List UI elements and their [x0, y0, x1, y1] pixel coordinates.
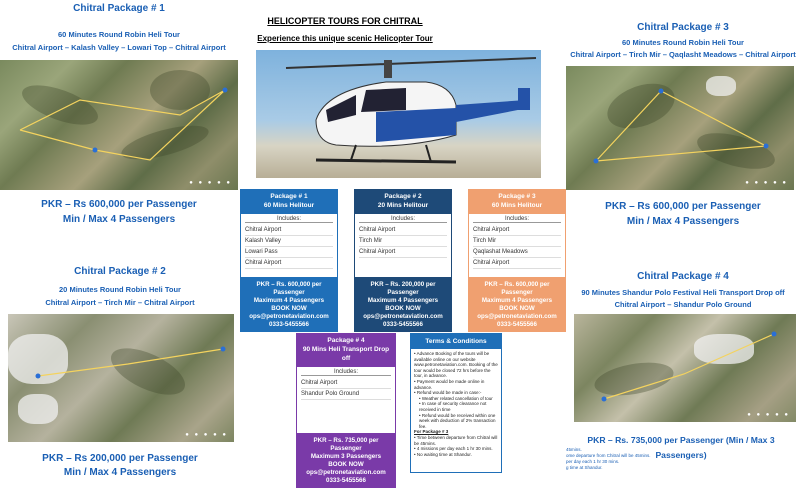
package-card-1[interactable]	[240, 189, 338, 332]
pkg3-duration: 60 Minutes Round Robin Heli Tour	[622, 38, 744, 47]
card1-phone[interactable]: 0333-5455566	[269, 321, 309, 328]
card4-email-link[interactable]: ops@petronetaviation.com	[306, 469, 386, 476]
terms-sub-heading: For Package # 3	[414, 429, 449, 435]
terms-subitem: • Refund would be received within one week with deduction of 2% transaction fee.	[419, 412, 496, 429]
card1-duration: 60 Mins Helitour	[263, 202, 315, 209]
pkg3-price: PKR – Rs 600,000 per Passenger	[605, 201, 761, 212]
helicopter-illustration	[256, 50, 541, 178]
card2-include-item: Chitral Airport	[359, 247, 447, 258]
card1-email-link[interactable]: ops@petronetaviation.com	[249, 313, 329, 320]
card1-include-item: Chitral Airport	[245, 225, 333, 236]
card1-include-item: Chitral Airport	[245, 258, 333, 269]
card4-book-now[interactable]: BOOK NOW	[328, 461, 364, 468]
pkg2-route: Chitral Airport – Tirch Mir – Chitral Airport	[45, 298, 195, 307]
pkg3-title: Chitral Package # 3	[637, 22, 729, 33]
terms-subitem: • In case of security clearance not received in time	[419, 401, 487, 412]
card2-book-now[interactable]: BOOK NOW	[385, 305, 421, 312]
card3-includes-label: Includes:	[473, 216, 561, 223]
card3-include-item: Tirch Mir	[473, 236, 561, 247]
card4-max: Maximum 3 Passengers	[310, 453, 382, 460]
terms-item: • Advance Booking of the tours will be available online on our website www.petronetaviation.com. Booking of the tour would be closed 72 hrs before the tour, in advance.	[414, 351, 498, 379]
card1-include-item: Kalash Valley	[245, 236, 333, 247]
pkg2-price: PKR – Rs 200,000 per Passenger	[42, 453, 198, 464]
card4-price: PKR – Rs. 735,000 per	[313, 437, 379, 444]
pkg1-route-map[interactable]	[0, 60, 238, 190]
pkg4-notes	[566, 447, 800, 471]
terms-pkg3-item: • Time between departure from Chitral will be 45mins.	[414, 434, 498, 446]
pkg2-route-map[interactable]	[8, 314, 234, 442]
card3-include-item: Chitral Airport	[473, 258, 561, 269]
card3-phone[interactable]: 0333-5455566	[497, 321, 537, 328]
card3-name: Package # 3	[498, 193, 536, 200]
terms-box	[410, 333, 502, 473]
page-title: HELICOPTER TOURS FOR CHITRAL	[267, 16, 423, 26]
card2-name: Package # 2	[384, 193, 422, 200]
card2-phone[interactable]: 0333-5455566	[383, 321, 423, 328]
pkg2-duration: 20 Minutes Round Robin Heli Tour	[59, 285, 181, 294]
pkg4-duration: 90 Minutes Shandur Polo Festival Heli Transport Drop off	[581, 288, 785, 297]
pkg1-duration: 60 Minutes Round Robin Heli Tour	[58, 30, 180, 39]
helicopter-photo	[256, 50, 541, 178]
card2-include-item: Chitral Airport	[359, 225, 447, 236]
pkg4-note: ome departure from Chitral will be 45mins.	[566, 453, 651, 458]
pkg4-title: Chitral Package # 4	[637, 271, 729, 282]
card1-max: Maximum 4 Passengers	[253, 297, 325, 304]
card4-phone[interactable]: 0333-5455566	[326, 477, 366, 484]
pkg4-note: g time at Shandur.	[566, 465, 603, 470]
card3-include-item: Chitral Airport	[473, 225, 561, 236]
card2-email-link[interactable]: ops@petronetaviation.com	[363, 313, 443, 320]
pkg2-map-controls[interactable]: ● ● ● ● ●	[185, 432, 228, 438]
pkg3-passengers: Min / Max 4 Passengers	[626, 216, 740, 227]
card3-max: Maximum 4 Passengers	[481, 297, 553, 304]
pkg4-route-line	[574, 314, 796, 422]
card3-book-now[interactable]: BOOK NOW	[499, 305, 535, 312]
pkg1-price: PKR – Rs 600,000 per Passenger	[41, 199, 197, 210]
card2-price: PKR – Rs. 200,000 per	[370, 281, 436, 288]
card3-email-link[interactable]: ops@petronetaviation.com	[477, 313, 557, 320]
card1-include-item: Lowari Pass	[245, 247, 333, 258]
card3-price-unit: Passenger	[501, 289, 533, 296]
card2-include-item: Tirch Mir	[359, 236, 447, 247]
card2-price-unit: Passenger	[387, 289, 419, 296]
card3-duration: 60 Mins Helitour	[491, 202, 543, 209]
pkg3-route: Chitral Airport – Tirch Mir – Qaqlasht Meadows – Chitral Airport	[570, 50, 796, 59]
pkg4-note: per day each 1 hr 30 mins.	[566, 459, 620, 464]
package-card-3[interactable]	[468, 189, 566, 332]
pkg1-route: Chitral Airport – Kalash Valley – Lowari Top – Chitral Airport	[12, 43, 226, 52]
pkg3-route-map[interactable]	[566, 66, 794, 190]
pkg3-route-line	[566, 66, 794, 190]
card1-name: Package # 1	[270, 193, 308, 200]
card4-includes-label: Includes:	[301, 369, 391, 376]
terms-pkg3-item: • No waiting time at Shandur.	[414, 451, 472, 457]
pkg4-route: Chitral Airport – Shandur Polo Ground	[614, 300, 752, 309]
pkg4-price: PKR – Rs. 735,000 per Passenger (Min / Max 3 Passengers)	[587, 435, 775, 460]
card4-price-unit: Passenger	[330, 445, 362, 452]
terms-item: • Payment would be made online in advance.	[414, 378, 485, 390]
card2-max: Maximum 4 Passengers	[367, 297, 439, 304]
card4-include-item: Shandur Polo Ground	[301, 389, 391, 400]
terms-item: • Refund would be made in case:-	[414, 390, 482, 396]
pkg2-passengers: Min / Max 4 Passengers	[63, 467, 177, 478]
pkg1-title: Chitral Package # 1	[73, 3, 165, 14]
card4-name: Package # 4	[327, 337, 365, 344]
package-card-4[interactable]	[296, 333, 396, 488]
terms-subitem: • Weather related cancellation of tour	[419, 395, 493, 401]
pkg4-note: 45mins.	[566, 447, 582, 452]
pkg1-passengers: Min / Max 4 Passengers	[62, 214, 176, 225]
card2-includes-label: Includes:	[359, 216, 447, 223]
pkg1-map-controls[interactable]: ● ● ● ● ●	[189, 180, 232, 186]
card1-price-unit: Passenger	[273, 289, 305, 296]
card3-price: PKR – Rs. 600,000 per	[484, 281, 550, 288]
card2-duration: 20 Mins Helitour	[377, 202, 429, 209]
card3-include-item: Qaqlashat Meadows	[473, 247, 561, 258]
pkg4-route-map[interactable]	[574, 314, 796, 422]
page-subtitle: Experience this unique scenic Helicopter Tour	[257, 34, 433, 43]
pkg2-title: Chitral Package # 2	[74, 266, 166, 277]
pkg3-map-controls[interactable]: ● ● ● ● ●	[745, 180, 788, 186]
card1-includes-label: Includes:	[245, 216, 333, 223]
card1-price: PKR – Rs. 600,000 per	[256, 281, 322, 288]
card4-include-item: Chitral Airport	[301, 378, 391, 389]
pkg2-route-line	[8, 314, 234, 442]
terms-pkg3-item: • 4 missions per day each 1 hr 30 mins.	[414, 446, 493, 452]
terms-title: Terms & Conditions	[411, 334, 501, 349]
pkg4-map-controls[interactable]: ● ● ● ● ●	[747, 412, 790, 418]
pkg1-route-line	[0, 60, 238, 190]
card1-book-now[interactable]: BOOK NOW	[271, 305, 307, 312]
card4-duration: 90 Mins Heli Transport Drop off	[302, 346, 390, 362]
package-card-2[interactable]	[354, 189, 452, 332]
